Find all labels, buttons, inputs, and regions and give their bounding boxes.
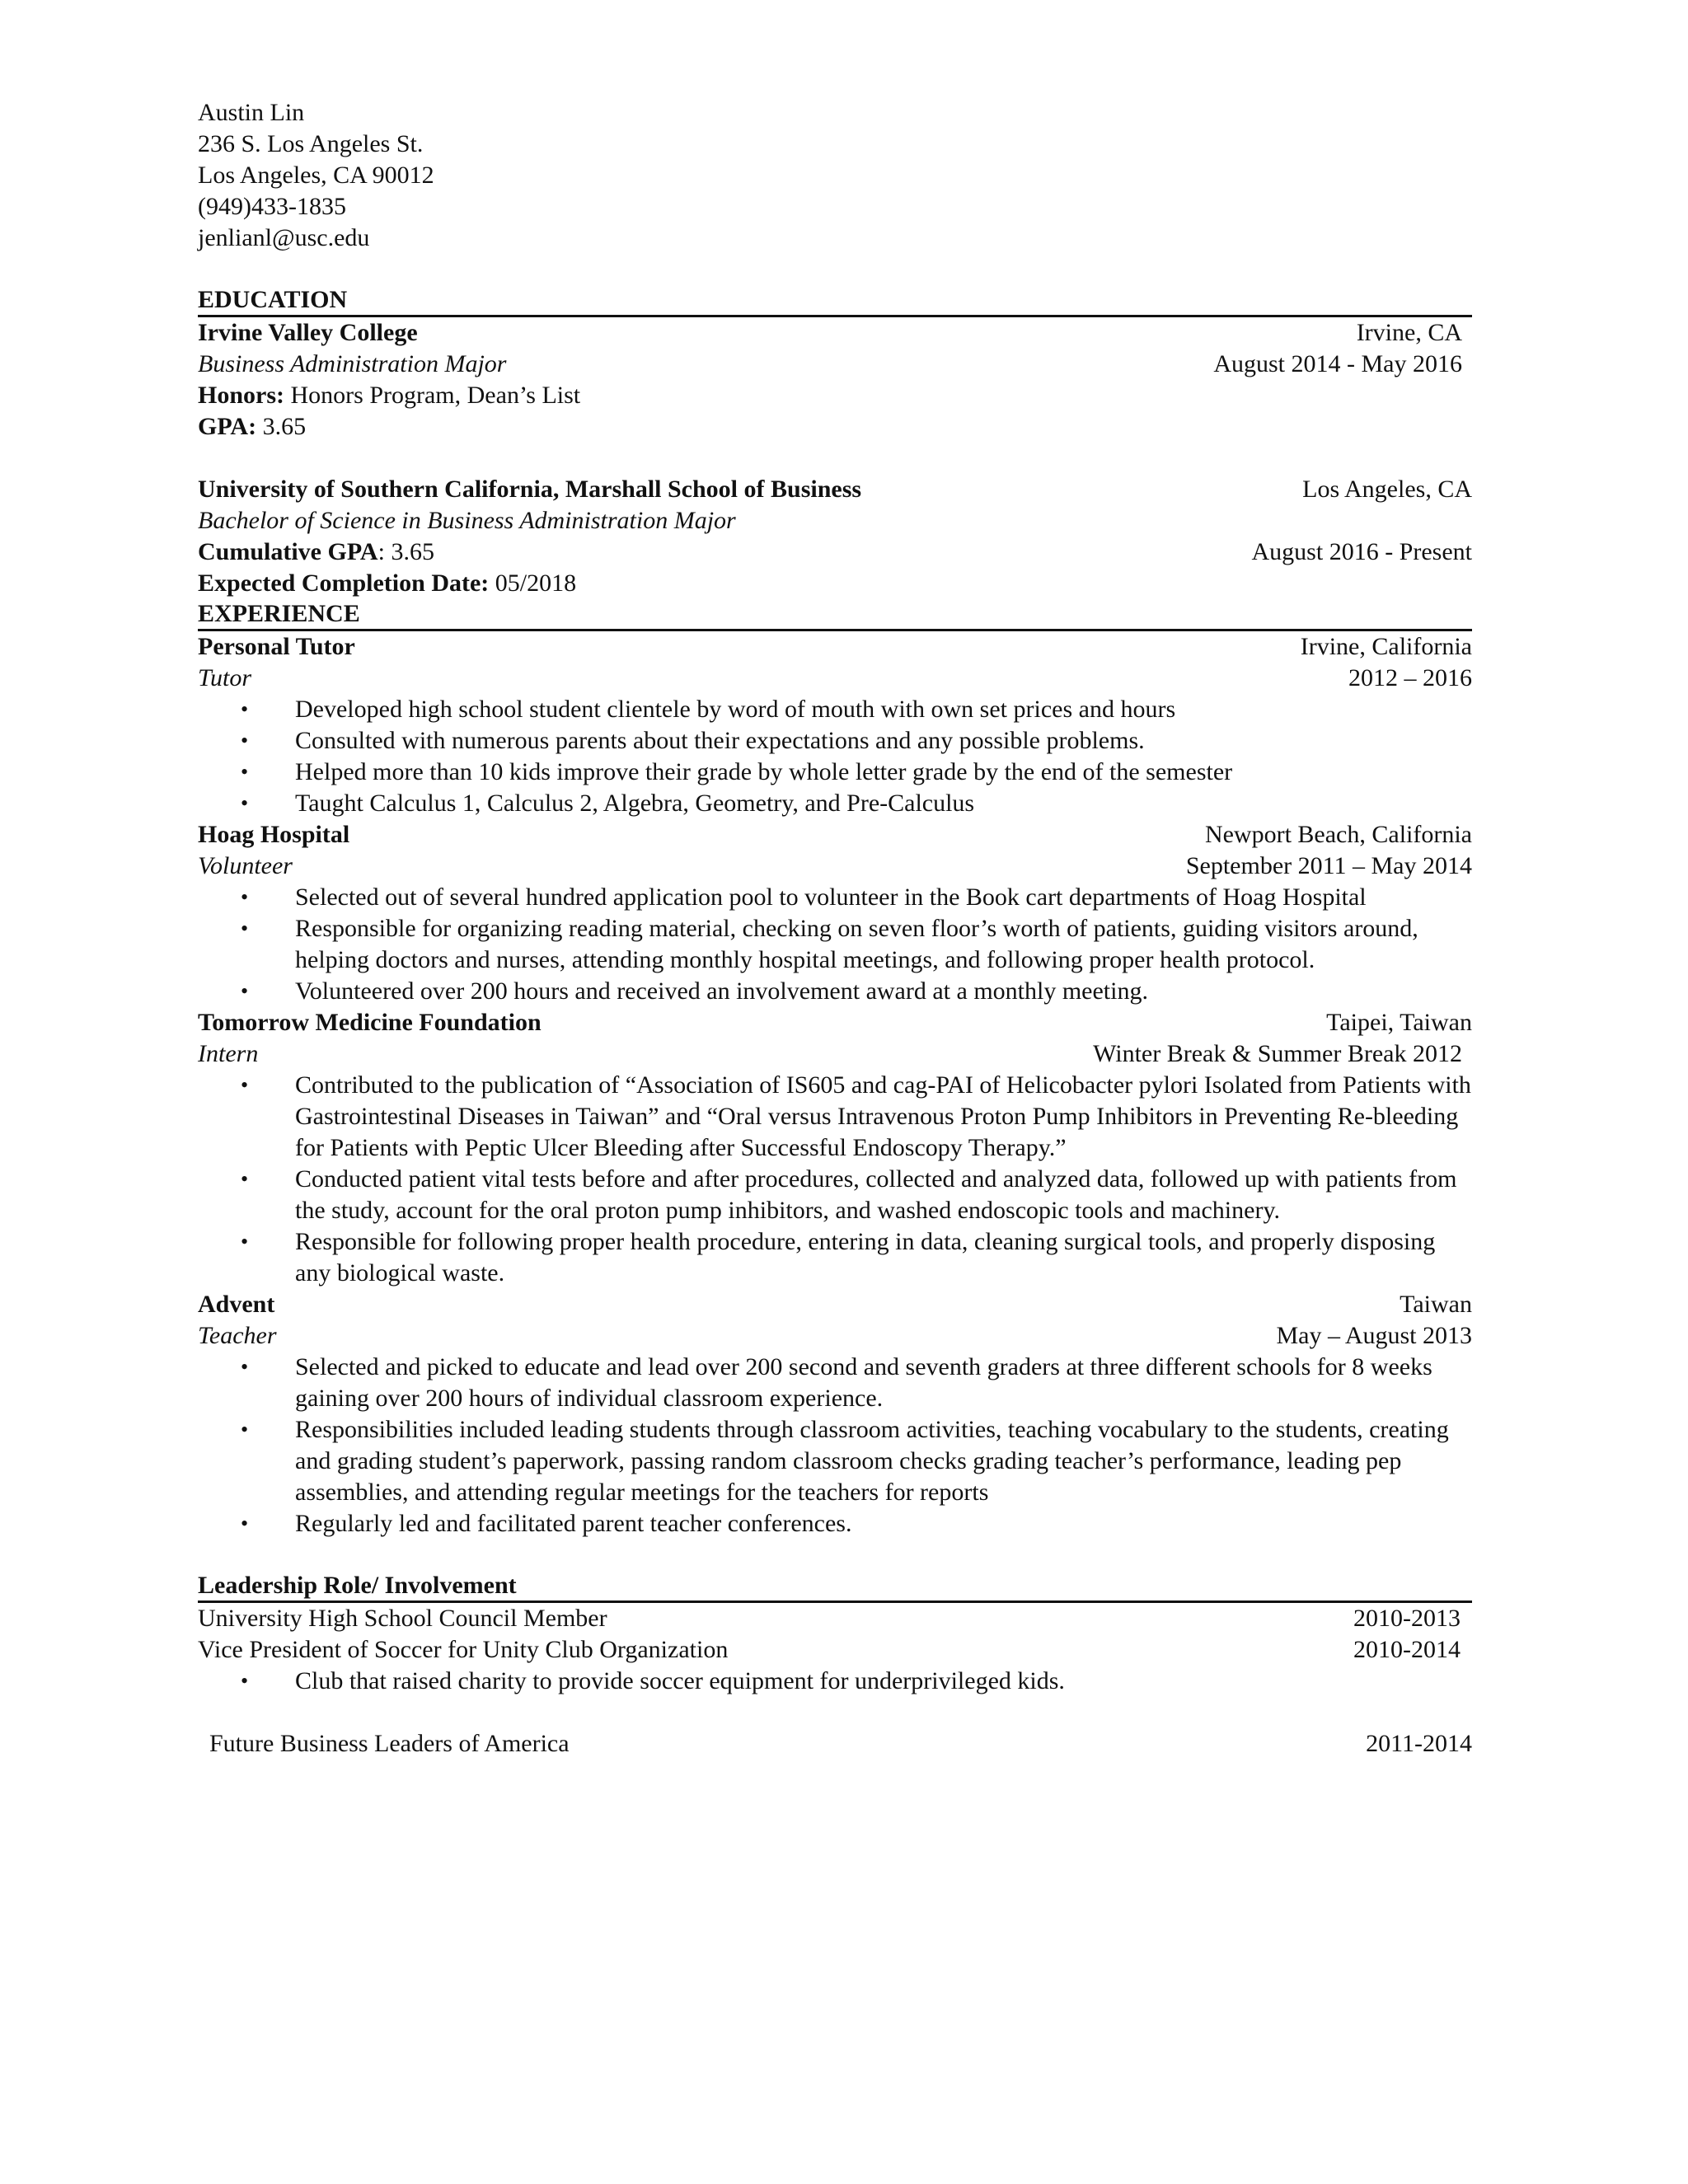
bullet-icon: • — [241, 760, 249, 784]
job-location: Taipei, Taiwan — [1326, 1009, 1472, 1036]
bullet-icon: • — [241, 1511, 249, 1535]
job-org: Personal Tutor — [198, 633, 355, 660]
contact-name: Austin Lin — [198, 99, 305, 126]
list-item: • Volunteered over 200 hours and received an involvement award at a monthly meeting. — [198, 976, 1472, 1007]
job-org: Hoag Hospital — [198, 821, 350, 848]
list-item: • Club that raised charity to provide soccer equipment for underprivileged kids. — [198, 1666, 1472, 1697]
list-item: • Regularly led and facilitated parent teacher conferences. — [198, 1508, 1472, 1540]
leadership-name: Future Business Leaders of America — [209, 1730, 570, 1757]
bullet-icon: • — [241, 697, 249, 721]
job-location: Taiwan — [1400, 1291, 1472, 1318]
bullet-icon: • — [241, 1355, 249, 1379]
bullet-icon: • — [241, 729, 249, 752]
school-major: Business Administration Major — [198, 350, 507, 377]
leadership-item — [198, 1603, 1472, 1634]
honors-label: Honors: — [198, 382, 284, 409]
bullet-icon: • — [241, 885, 249, 909]
job-dates: Winter Break & Summer Break 2012 — [1093, 1040, 1462, 1067]
list-item: • Responsibilities included leading students through classroom activities, teaching vocabulary to the students, creating and grading student’s paperwork, passing random classroom checks grading teacher’s performance, leading pep assemblies, and attending regular meetings for the teachers for reports — [241, 1416, 1449, 1506]
contact-email: jenlianl@usc.edu — [198, 224, 370, 251]
job-bullets — [198, 1352, 1472, 1540]
list-item: • Responsible for organizing reading material, checking on seven floor’s worth of patients, guiding visitors around, helping doctors and nurses, attending monthly hospital meetings, and following proper health protocol. — [241, 915, 1418, 973]
gpa-label: GPA: — [198, 413, 257, 440]
bullet-icon: • — [241, 1669, 249, 1693]
contact-city: Los Angeles, CA 90012 — [198, 162, 434, 189]
school-name: University of Southern California, Marshall School of Business — [198, 476, 862, 503]
school-entry — [198, 317, 1472, 443]
job-role: Tutor — [198, 664, 252, 691]
list-item: • Taught Calculus 1, Calculus 2, Algebra, Geometry, and Pre-Calculus — [198, 788, 1472, 819]
job-role: Volunteer — [198, 852, 293, 879]
completion-value: 05/2018 — [495, 569, 577, 597]
bullet-icon: • — [241, 791, 249, 815]
bullet-icon: • — [241, 1167, 249, 1191]
job-entry — [198, 1007, 1472, 1289]
list-item: • Contributed to the publication of “Association of IS605 and cag-PAI of Helicobacter pylori Isolated from Patients with Gastrointestinal Diseases in Taiwan” and “Oral versus Intravenous Proton Pump Inhibitors in Preventing Re-bleeding for Patients with Peptic Ulcer Bleeding after Successful Endoscopy Therapy.” — [241, 1071, 1471, 1161]
bullet-icon: • — [241, 1230, 249, 1254]
experience-heading: EXPERIENCE — [198, 599, 1472, 631]
completion-label: Expected Completion Date: — [198, 569, 490, 597]
school-location: Los Angeles, CA — [1302, 476, 1472, 503]
list-item: • Responsible for following proper health procedure, entering in data, cleaning surgical tools, and properly disposing any biological waste. — [241, 1228, 1436, 1286]
leadership-dates: 2010-2014 — [1353, 1636, 1461, 1663]
bullet-icon: • — [241, 979, 249, 1003]
list-item: • Helped more than 10 kids improve their grade by whole letter grade by the end of the semester — [198, 757, 1472, 788]
contact-street: 236 S. Los Angeles St. — [198, 130, 424, 157]
job-org: Advent — [198, 1291, 275, 1318]
job-location: Irvine, California — [1300, 633, 1472, 660]
education-heading: EDUCATION — [198, 285, 1472, 317]
leadership-bullets — [198, 1666, 1472, 1697]
job-location: Newport Beach, California — [1204, 821, 1472, 848]
list-item: • Selected out of several hundred application pool to volunteer in the Book cart departments of Hoag Hospital — [198, 882, 1472, 913]
job-bullets — [198, 882, 1472, 1007]
school-dates: August 2016 - Present — [1251, 538, 1472, 565]
contact-phone: (949)433-1835 — [198, 193, 346, 220]
honors-value: Honors Program, Dean’s List — [290, 382, 581, 409]
job-dates: May – August 2013 — [1276, 1322, 1472, 1349]
job-bullets — [198, 694, 1472, 819]
leadership-name: Vice President of Soccer for Unity Club Organization — [198, 1636, 729, 1663]
job-entry — [198, 819, 1472, 1007]
school-location: Irvine, CA — [1356, 319, 1462, 346]
job-entry — [198, 1289, 1472, 1540]
job-dates: September 2011 – May 2014 — [1185, 852, 1472, 879]
school-entry — [198, 474, 1472, 599]
leadership-item — [198, 1728, 1472, 1760]
job-bullets — [198, 1070, 1472, 1289]
list-item: • Developed high school student clientele by word of mouth with own set prices and hours — [198, 694, 1472, 725]
list-item: • Consulted with numerous parents about their expectations and any possible problems. — [198, 725, 1472, 757]
gpa-value: : 3.65 — [377, 538, 434, 565]
list-item: • Selected and picked to educate and lead over 200 second and seventh graders at three different schools for 8 weeks gaining over 200 hours of individual classroom experience. — [241, 1353, 1432, 1412]
leadership-dates: 2010-2013 — [1353, 1605, 1461, 1632]
job-org: Tomorrow Medicine Foundation — [198, 1009, 542, 1036]
job-dates: 2012 – 2016 — [1348, 664, 1472, 691]
bullet-icon: • — [241, 1418, 249, 1441]
resume-page — [198, 97, 1472, 1760]
gpa-label: Cumulative GPA — [198, 538, 378, 565]
bullet-icon: • — [241, 1073, 249, 1097]
leadership-item — [198, 1634, 1472, 1666]
contact-block — [198, 97, 1472, 254]
bullet-icon: • — [241, 916, 249, 940]
gpa-value: 3.65 — [262, 413, 307, 440]
school-major: Bachelor of Science in Business Administration Major — [198, 507, 736, 534]
job-role: Intern — [198, 1040, 259, 1067]
leadership-dates: 2011-2014 — [1366, 1730, 1472, 1757]
school-dates: August 2014 - May 2016 — [1213, 350, 1462, 377]
job-role: Teacher — [198, 1322, 277, 1349]
leadership-name: University High School Council Member — [198, 1605, 607, 1632]
list-item: • Conducted patient vital tests before and after procedures, collected and analyzed data, followed up with patients from the study, account for the oral proton pump inhibitors, and washed endoscopic tools and machinery. — [241, 1165, 1457, 1224]
leadership-heading: Leadership Role/ Involvement — [198, 1571, 1472, 1603]
school-name: Irvine Valley College — [198, 319, 418, 346]
job-entry — [198, 631, 1472, 819]
